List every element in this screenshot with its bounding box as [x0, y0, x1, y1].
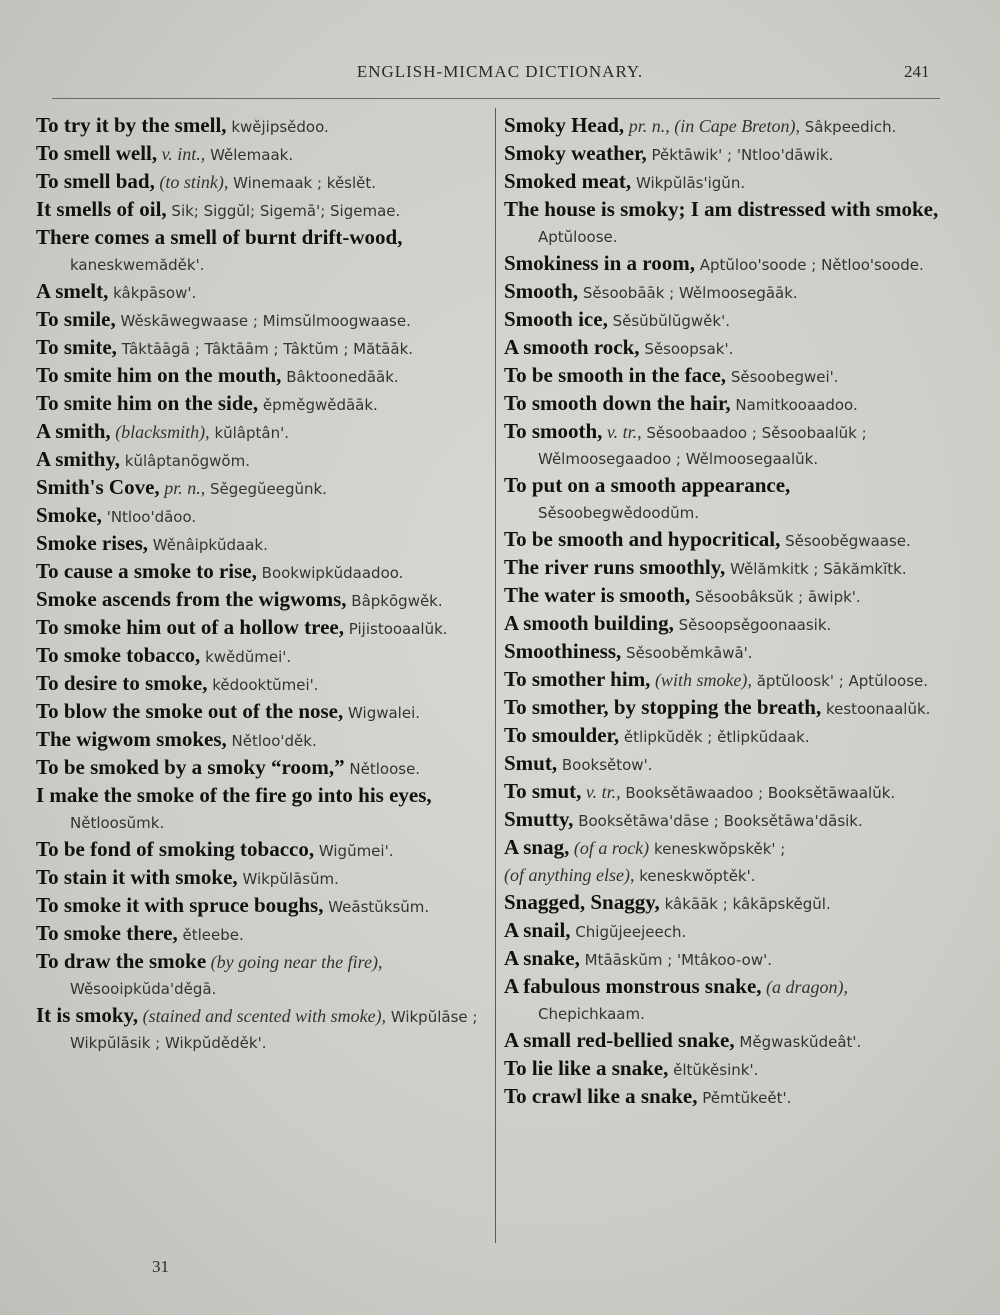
micmac-definition: Mtāāskŭm ; 'Mtâkoo-ow'. [579, 951, 772, 969]
micmac-definition: Booksětow'. [557, 756, 653, 774]
headword: To lie like a snake, [504, 1056, 669, 1080]
headword: There comes a smell of burnt drift-wood, [36, 225, 403, 249]
micmac-definition: Sěsŭbŭlŭgwěk'. [607, 312, 730, 330]
micmac-definition: Wikpŭlāse ; Wikpŭlāsik ; Wikpŭděděk'. [70, 1008, 478, 1052]
micmac-definition: Pijistooaalŭk. [344, 620, 448, 638]
dictionary-entry [36, 224, 488, 278]
micmac-definition: Nětloose. [344, 760, 421, 778]
micmac-definition: ěltŭkěsink'. [668, 1061, 759, 1079]
micmac-definition: keneskwŏptěk'. [634, 867, 756, 885]
micmac-definition: Wělemaak. [205, 146, 294, 164]
dictionary-entry [36, 892, 488, 920]
dictionary-entry [504, 526, 940, 554]
micmac-definition: ětleebe. [177, 926, 244, 944]
micmac-definition: Tâktāāgā ; Tâktāām ; Tâktŭm ; Mătāāk. [116, 340, 414, 358]
micmac-definition: ěpměgwědāāk. [258, 396, 378, 414]
micmac-definition: Měgwaskŭdeât'. [734, 1033, 862, 1051]
headword: The river runs smoothly, [504, 555, 726, 579]
dictionary-entry [504, 889, 940, 917]
micmac-definition: Bookwipkŭdaadoo. [256, 564, 404, 582]
headword: Smoky weather, [504, 141, 647, 165]
dictionary-entry [504, 278, 940, 306]
headword: To smoulder, [504, 723, 620, 747]
headword: The wigwom smokes, [36, 727, 227, 751]
micmac-definition: Wigŭmei'. [314, 842, 394, 860]
micmac-definition: Sěsoobegwědoodŭm. [538, 504, 699, 522]
dictionary-entry [36, 614, 488, 642]
headword: Smooth, [504, 279, 579, 303]
dictionary-entry [36, 642, 488, 670]
headword: The water is smooth, [504, 583, 691, 607]
dictionary-entry [504, 1055, 940, 1083]
headword: To cause a smoke to rise, [36, 559, 257, 583]
dictionary-entry [504, 806, 940, 834]
headword: To be fond of smoking tobacco, [36, 837, 315, 861]
headword: A fabulous monstrous snake, [504, 974, 762, 998]
dictionary-entry [504, 554, 940, 582]
headword: Smoked meat, [504, 169, 632, 193]
dictionary-entry [36, 782, 488, 836]
dictionary-entry [504, 196, 940, 250]
micmac-definition: Sěsoobaadoo ; Sěsoobaalŭk ; Wělmoosegaadoo ; Wělmoosegaalŭk. [538, 424, 867, 468]
headword: To smell well, [36, 141, 158, 165]
headword: A snake, [504, 946, 580, 970]
grammar-note: v. int., [157, 144, 206, 164]
micmac-definition: Nětloo'děk. [226, 732, 317, 750]
dictionary-entry [504, 610, 940, 638]
dictionary-entry [504, 418, 940, 472]
grammar-note: (blacksmith), [110, 422, 210, 442]
dictionary-entry [36, 726, 488, 754]
micmac-definition: Wigwalei. [343, 704, 421, 722]
dictionary-entry [36, 112, 488, 140]
dictionary-entry [504, 666, 940, 694]
headword: A snail, [504, 918, 571, 942]
dictionary-entry [36, 1002, 488, 1056]
headword: A snag, [504, 835, 570, 859]
micmac-definition: Wěskāwegwaase ; Mimsŭlmoogwaase. [115, 312, 411, 330]
headword: To smoke him out of a hollow tree, [36, 615, 345, 639]
dictionary-entry [36, 920, 488, 948]
grammar-note: (of anything else), [504, 865, 635, 885]
micmac-definition: Sěsoopsak'. [639, 340, 734, 358]
dictionary-entry [36, 474, 488, 502]
dictionary-entry [36, 334, 488, 362]
micmac-definition: Sěsoobâksŭk ; āwipk'. [690, 588, 861, 606]
headword: To smite, [36, 335, 117, 359]
headword: To be smoked by a smoky “room,” [36, 755, 345, 779]
dictionary-entry [36, 836, 488, 864]
headword: Smoke rises, [36, 531, 148, 555]
micmac-definition: kwědŭmei'. [200, 648, 292, 666]
dictionary-entry [36, 558, 488, 586]
headword: To smoke tobacco, [36, 643, 201, 667]
micmac-definition: Bâpkōgwěk. [346, 592, 443, 610]
dictionary-entry [36, 362, 488, 390]
headword: To smoke there, [36, 921, 178, 945]
headword: To smile, [36, 307, 116, 331]
headword: A smith, [36, 419, 111, 443]
micmac-definition: Wěnâipkŭdaak. [148, 536, 268, 554]
micmac-definition: kâkpāsow'. [108, 284, 197, 302]
micmac-definition: Wělămkitk ; Sākămkĭtk. [725, 560, 907, 578]
headword: To smite him on the side, [36, 391, 259, 415]
dictionary-entry [36, 278, 488, 306]
headword: To try it by the smell, [36, 113, 227, 137]
grammar-note: (stained and scented with smoke), [138, 1006, 387, 1026]
dictionary-entry [36, 754, 488, 782]
headword: To draw the smoke [36, 949, 207, 973]
grammar-note: (to stink), [154, 172, 229, 192]
dictionary-entry [504, 862, 940, 889]
micmac-definition: Wikpŭlās'igŭn. [631, 174, 746, 192]
headword: A small red-bellied snake, [504, 1028, 735, 1052]
micmac-definition: Sěsooběgwaase. [780, 532, 911, 550]
micmac-definition: ăptŭloosk' ; Aptŭloose. [751, 672, 929, 690]
headword: Smoothiness, [504, 639, 622, 663]
micmac-definition: kaneskwemăděk'. [70, 256, 205, 274]
micmac-definition: 'Ntloo'dāoo. [101, 508, 197, 526]
micmac-definition: Wikpŭlāsŭm. [237, 870, 339, 888]
micmac-definition: Sěsoobegwei'. [726, 368, 839, 386]
micmac-definition: Sěsoopsěgoonaasik. [673, 616, 832, 634]
headword: Smoky Head, [504, 113, 625, 137]
micmac-definition: Sâkpeedich. [800, 118, 897, 136]
headword: To be smooth and hypocritical, [504, 527, 781, 551]
dictionary-entry [36, 670, 488, 698]
headword: Smith's Cove, [36, 475, 160, 499]
headword: To crawl like a snake, [504, 1084, 698, 1108]
dictionary-entry [504, 334, 940, 362]
dictionary-entry [504, 750, 940, 778]
dictionary-entry [504, 472, 940, 526]
grammar-note: (a dragon), [761, 977, 849, 997]
grammar-note: v. tr., [581, 782, 621, 802]
grammar-note: pr. n., [159, 478, 206, 498]
headword: Smut, [504, 751, 558, 775]
headword: A smelt, [36, 279, 109, 303]
dictionary-entry [504, 112, 940, 140]
headword: It is smoky, [36, 1003, 139, 1027]
dictionary-entry [36, 390, 488, 418]
dictionary-entry [504, 722, 940, 750]
dictionary-entry [504, 1083, 940, 1111]
micmac-definition: Chigŭjeejeech. [570, 923, 687, 941]
headword: To be smooth in the face, [504, 363, 727, 387]
micmac-definition: Namitkooaadoo. [730, 396, 858, 414]
dictionary-entry [504, 694, 940, 722]
dictionary-entry [36, 306, 488, 334]
dictionary-entry [36, 502, 488, 530]
micmac-definition: Sik; Siggŭl; Sigemā'; Sigemae. [166, 202, 401, 220]
micmac-definition: Weāstŭksŭm. [323, 898, 430, 916]
micmac-definition: Wěsooipkŭda'děgā. [70, 980, 217, 998]
headword: To smother, by stopping the breath, [504, 695, 822, 719]
headword: To smut, [504, 779, 582, 803]
micmac-definition: Chepichkaam. [538, 1005, 645, 1023]
grammar-note: (with smoke), [650, 670, 752, 690]
headword: A smithy, [36, 447, 121, 471]
micmac-definition: Bâktoonedāāk. [281, 368, 399, 386]
micmac-definition: kŭlâptanōgwŏm. [120, 452, 250, 470]
micmac-definition: ětlipkŭděk ; ětlipkŭdaak. [619, 728, 810, 746]
headword: To smoke it with spruce boughs, [36, 893, 324, 917]
micmac-definition: Sěsoobāāk ; Wělmoosegāāk. [578, 284, 798, 302]
signature-mark: 31 [152, 1257, 169, 1276]
running-header: ENGLISH-MICMAC DICTIONARY. [356, 62, 644, 81]
dictionary-entry [36, 698, 488, 726]
dictionary-entry [36, 530, 488, 558]
dictionary-entry [36, 864, 488, 892]
dictionary-entry [504, 140, 940, 168]
headword: A smooth building, [504, 611, 674, 635]
dictionary-entry [36, 446, 488, 474]
dictionary-entry [504, 945, 940, 973]
dictionary-entry [36, 140, 488, 168]
headword: It smells of oil, [36, 197, 167, 221]
headword: To smooth down the hair, [504, 391, 731, 415]
headword: Smutty, [504, 807, 574, 831]
micmac-definition: Winemaak ; kěslět. [228, 174, 377, 192]
dictionary-entry [504, 250, 940, 278]
page-number: 241 [904, 62, 930, 81]
headword: To blow the smoke out of the nose, [36, 699, 344, 723]
micmac-definition: Nětloosŭmk. [70, 814, 165, 832]
dictionary-entry [36, 418, 488, 446]
dictionary-entry [504, 582, 940, 610]
micmac-definition: kestoonaalŭk. [821, 700, 931, 718]
headword: Snagged, Snaggy, [504, 890, 660, 914]
headword: To put on a smooth appearance, [504, 473, 791, 497]
micmac-definition: Sěsooběmkāwā'. [621, 644, 753, 662]
grammar-note: pr. n., (in Cape Breton), [624, 116, 801, 136]
dictionary-entry [504, 168, 940, 196]
micmac-definition: kwějipsědoo. [226, 118, 329, 136]
micmac-definition: Aptŭloo'soode ; Nětloo'soode. [694, 256, 924, 274]
headword: To smother him, [504, 667, 651, 691]
column-divider [495, 108, 496, 1243]
dictionary-entry [504, 973, 940, 1027]
micmac-definition: kědooktŭmei'. [207, 676, 319, 694]
dictionary-entry [504, 362, 940, 390]
dictionary-entry [504, 834, 940, 862]
left-column [36, 112, 488, 1056]
micmac-definition: kâkāāk ; kâkāpskěgŭl. [659, 895, 831, 913]
headword: To desire to smoke, [36, 671, 208, 695]
micmac-definition: keneskwŏpskěk' ; [649, 840, 786, 858]
dictionary-entry [36, 196, 488, 224]
right-column [504, 112, 940, 1111]
dictionary-entry [504, 390, 940, 418]
micmac-definition: kŭlâptân'. [209, 424, 289, 442]
dictionary-entry [504, 778, 940, 806]
headword: A smooth rock, [504, 335, 640, 359]
micmac-definition: Booksětāwaadoo ; Booksětāwaalŭk. [620, 784, 896, 802]
micmac-definition: Sěgegŭeegŭnk. [205, 480, 327, 498]
headword: Smoke ascends from the wigwoms, [36, 587, 347, 611]
headword: Smokiness in a room, [504, 251, 695, 275]
header-rule [52, 98, 940, 99]
dictionary-entry [36, 586, 488, 614]
headword: To smite him on the mouth, [36, 363, 282, 387]
headword: The house is smoky; I am distressed with smoke, [504, 197, 939, 221]
grammar-note: v. tr., [602, 422, 642, 442]
micmac-definition: Aptŭloose. [538, 228, 618, 246]
dictionary-entry [504, 638, 940, 666]
micmac-definition: Booksětāwa'dāse ; Booksětāwa'dāsik. [573, 812, 863, 830]
dictionary-entry [504, 306, 940, 334]
micmac-definition: Pěmtŭkeět'. [697, 1089, 792, 1107]
headword: To smell bad, [36, 169, 155, 193]
dictionary-entry [36, 948, 488, 1002]
headword: Smoke, [36, 503, 102, 527]
headword: To stain it with smoke, [36, 865, 238, 889]
dictionary-entry [36, 168, 488, 196]
headword: To smooth, [504, 419, 603, 443]
dictionary-entry [504, 917, 940, 945]
micmac-definition: Pěktāwik' ; 'Ntloo'dāwik. [646, 146, 834, 164]
grammar-note: (of a rock) [569, 838, 650, 858]
dictionary-entry [504, 1027, 940, 1055]
grammar-note: (by going near the fire), [206, 952, 383, 972]
headword: Smooth ice, [504, 307, 608, 331]
headword: I make the smoke of the fire go into his eyes, [36, 783, 432, 807]
